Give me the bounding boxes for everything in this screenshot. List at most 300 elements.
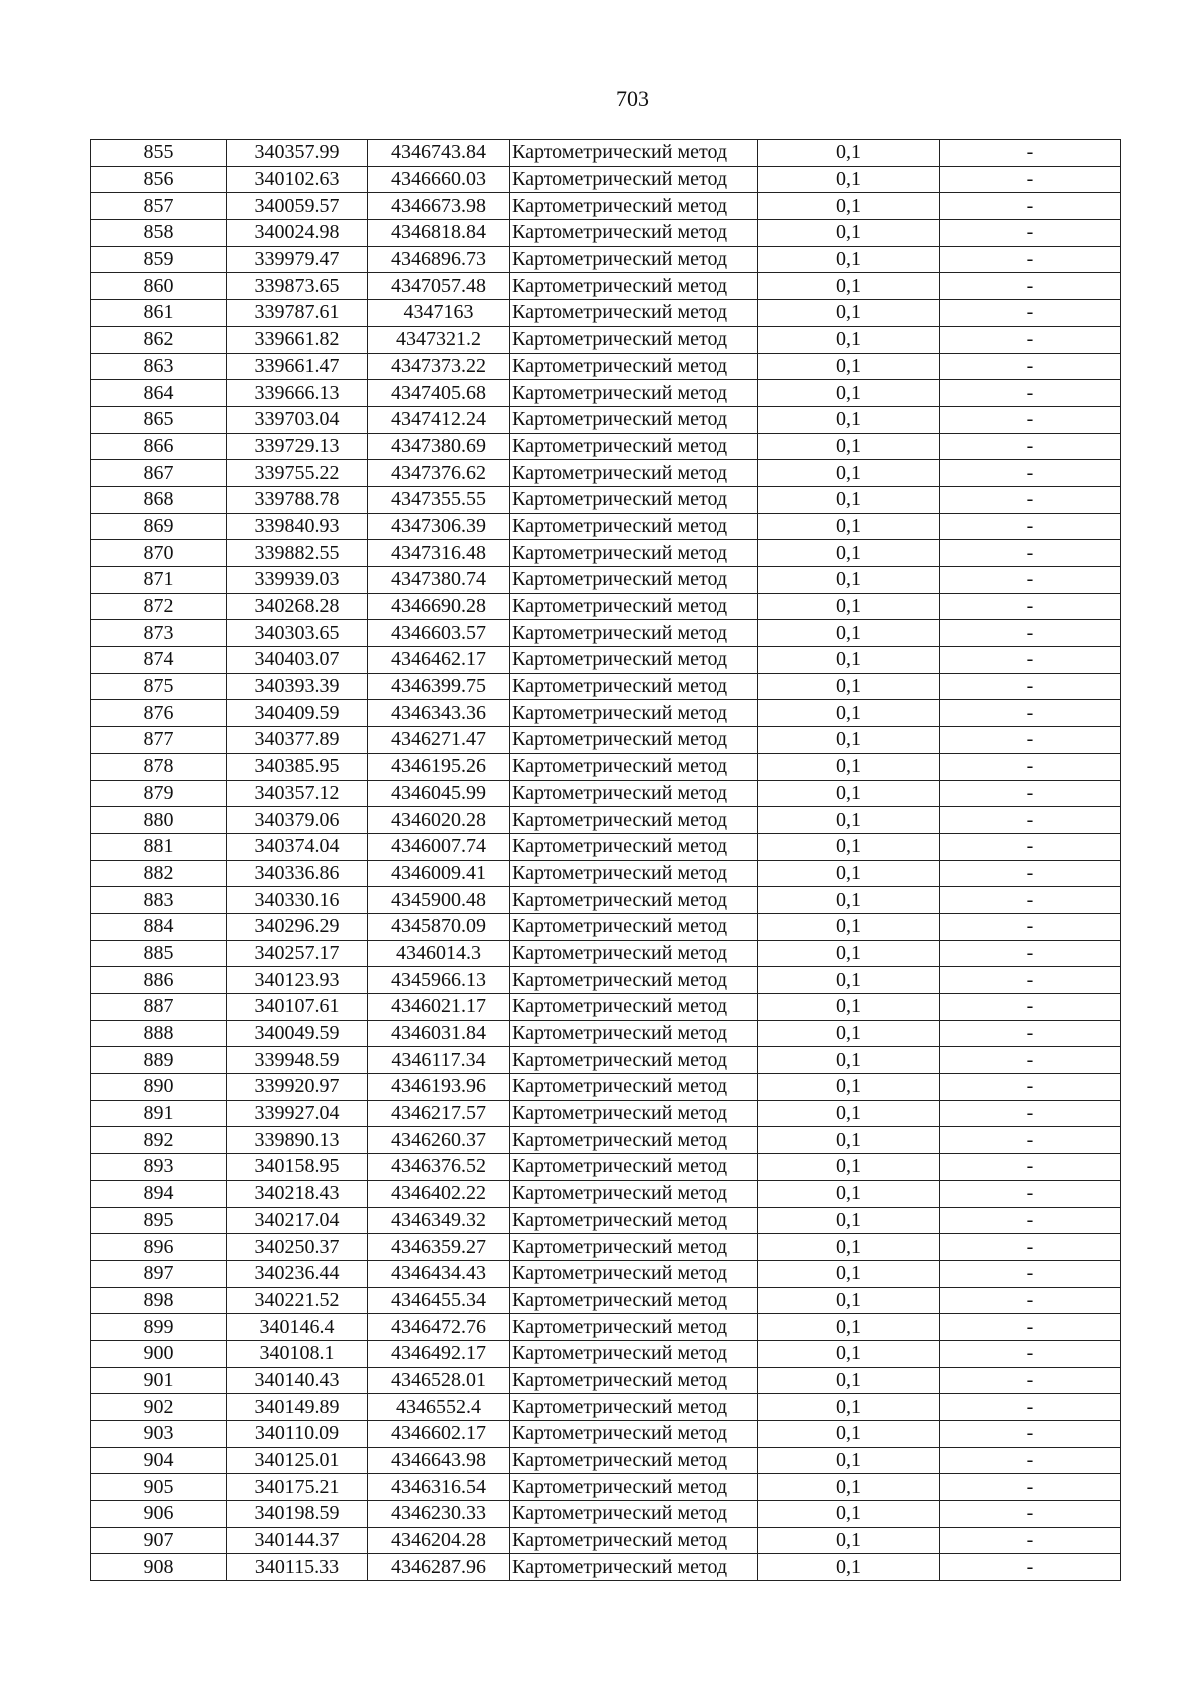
point-number-cell: 879 [91,780,227,807]
method-cell: Картометрический метод [510,780,758,807]
x-coordinate-cell: 339920.97 [227,1074,368,1101]
y-coordinate-cell: 4345870.09 [368,913,510,940]
precision-cell: 0,1 [758,1127,940,1154]
x-coordinate-cell: 339661.82 [227,326,368,353]
table-row [91,700,1121,727]
x-coordinate-cell: 340123.93 [227,967,368,994]
table-row [91,807,1121,834]
note-cell: - [940,753,1121,780]
note-cell: - [940,860,1121,887]
y-coordinate-cell: 4346117.34 [368,1047,510,1074]
x-coordinate-cell: 339666.13 [227,380,368,407]
method-cell: Картометрический метод [510,1234,758,1261]
table-row [91,433,1121,460]
y-coordinate-cell: 4347405.68 [368,380,510,407]
point-number-cell: 875 [91,673,227,700]
y-coordinate-cell: 4346434.43 [368,1260,510,1287]
x-coordinate-cell: 340110.09 [227,1421,368,1448]
point-number-cell: 856 [91,166,227,193]
x-coordinate-cell: 340107.61 [227,994,368,1021]
method-cell: Картометрический метод [510,486,758,513]
y-coordinate-cell: 4346349.32 [368,1207,510,1234]
precision-cell: 0,1 [758,567,940,594]
point-number-cell: 881 [91,833,227,860]
note-cell: - [940,1314,1121,1341]
table-row [91,1180,1121,1207]
x-coordinate-cell: 340024.98 [227,220,368,247]
x-coordinate-cell: 340357.12 [227,780,368,807]
x-coordinate-cell: 339927.04 [227,1100,368,1127]
x-coordinate-cell: 340198.59 [227,1501,368,1528]
method-cell: Картометрический метод [510,1447,758,1474]
y-coordinate-cell: 4346492.17 [368,1340,510,1367]
method-cell: Картометрический метод [510,220,758,247]
y-coordinate-cell: 4346045.99 [368,780,510,807]
y-coordinate-cell: 4346552.4 [368,1394,510,1421]
precision-cell: 0,1 [758,673,940,700]
table-row [91,1340,1121,1367]
point-number-cell: 858 [91,220,227,247]
precision-cell: 0,1 [758,1501,940,1528]
x-coordinate-cell: 340059.57 [227,193,368,220]
method-cell: Картометрический метод [510,567,758,594]
y-coordinate-cell: 4346316.54 [368,1474,510,1501]
table-row [91,673,1121,700]
note-cell: - [940,567,1121,594]
method-cell: Картометрический метод [510,887,758,914]
point-number-cell: 867 [91,460,227,487]
table-row [91,753,1121,780]
point-number-cell: 907 [91,1527,227,1554]
precision-cell: 0,1 [758,994,940,1021]
precision-cell: 0,1 [758,220,940,247]
method-cell: Картометрический метод [510,300,758,327]
table-row [91,940,1121,967]
table-row [91,647,1121,674]
point-number-cell: 901 [91,1367,227,1394]
method-cell: Картометрический метод [510,193,758,220]
precision-cell: 0,1 [758,727,940,754]
note-cell: - [940,326,1121,353]
point-number-cell: 868 [91,486,227,513]
note-cell: - [940,1447,1121,1474]
table-row [91,1287,1121,1314]
precision-cell: 0,1 [758,913,940,940]
x-coordinate-cell: 340409.59 [227,700,368,727]
method-cell: Картометрический метод [510,1474,758,1501]
note-cell: - [940,513,1121,540]
method-cell: Картометрический метод [510,1501,758,1528]
precision-cell: 0,1 [758,246,940,273]
table-row [91,193,1121,220]
y-coordinate-cell: 4346462.17 [368,647,510,674]
point-number-cell: 880 [91,807,227,834]
y-coordinate-cell: 4346399.75 [368,673,510,700]
table-row [91,1154,1121,1181]
table-row [91,140,1121,167]
y-coordinate-cell: 4346204.28 [368,1527,510,1554]
point-number-cell: 864 [91,380,227,407]
x-coordinate-cell: 340357.99 [227,140,368,167]
note-cell: - [940,1421,1121,1448]
x-coordinate-cell: 339703.04 [227,406,368,433]
note-cell: - [940,273,1121,300]
table-row [91,1100,1121,1127]
x-coordinate-cell: 340221.52 [227,1287,368,1314]
x-coordinate-cell: 340303.65 [227,620,368,647]
point-number-cell: 859 [91,246,227,273]
x-coordinate-cell: 340218.43 [227,1180,368,1207]
x-coordinate-cell: 340250.37 [227,1234,368,1261]
table-row [91,513,1121,540]
table-row [91,1127,1121,1154]
x-coordinate-cell: 340385.95 [227,753,368,780]
point-number-cell: 888 [91,1020,227,1047]
table-row [91,1554,1121,1581]
y-coordinate-cell: 4346193.96 [368,1074,510,1101]
coordinates-table-body [91,140,1121,1581]
precision-cell: 0,1 [758,620,940,647]
x-coordinate-cell: 340149.89 [227,1394,368,1421]
method-cell: Картометрический метод [510,753,758,780]
table-row [91,727,1121,754]
x-coordinate-cell: 340330.16 [227,887,368,914]
method-cell: Картометрический метод [510,1394,758,1421]
table-row [91,1394,1121,1421]
precision-cell: 0,1 [758,1234,940,1261]
note-cell: - [940,913,1121,940]
y-coordinate-cell: 4346217.57 [368,1100,510,1127]
note-cell: - [940,940,1121,967]
note-cell: - [940,1154,1121,1181]
y-coordinate-cell: 4347373.22 [368,353,510,380]
point-number-cell: 862 [91,326,227,353]
method-cell: Картометрический метод [510,1340,758,1367]
coordinates-table [90,139,1121,1581]
note-cell: - [940,486,1121,513]
precision-cell: 0,1 [758,326,940,353]
point-number-cell: 897 [91,1260,227,1287]
note-cell: - [940,140,1121,167]
precision-cell: 0,1 [758,1260,940,1287]
point-number-cell: 908 [91,1554,227,1581]
point-number-cell: 865 [91,406,227,433]
y-coordinate-cell: 4346660.03 [368,166,510,193]
method-cell: Картометрический метод [510,860,758,887]
x-coordinate-cell: 340144.37 [227,1527,368,1554]
precision-cell: 0,1 [758,1394,940,1421]
note-cell: - [940,647,1121,674]
point-number-cell: 896 [91,1234,227,1261]
table-row [91,1421,1121,1448]
y-coordinate-cell: 4347380.69 [368,433,510,460]
method-cell: Картометрический метод [510,940,758,967]
point-number-cell: 906 [91,1501,227,1528]
point-number-cell: 902 [91,1394,227,1421]
method-cell: Картометрический метод [510,727,758,754]
point-number-cell: 873 [91,620,227,647]
table-row [91,273,1121,300]
note-cell: - [940,380,1121,407]
note-cell: - [940,780,1121,807]
table-row [91,1501,1121,1528]
y-coordinate-cell: 4346818.84 [368,220,510,247]
precision-cell: 0,1 [758,1180,940,1207]
method-cell: Картометрический метод [510,1260,758,1287]
method-cell: Картометрический метод [510,140,758,167]
y-coordinate-cell: 4346007.74 [368,833,510,860]
table-row [91,540,1121,567]
y-coordinate-cell: 4346020.28 [368,807,510,834]
note-cell: - [940,994,1121,1021]
table-row [91,887,1121,914]
y-coordinate-cell: 4347380.74 [368,567,510,594]
y-coordinate-cell: 4346021.17 [368,994,510,1021]
point-number-cell: 855 [91,140,227,167]
table-row [91,1447,1121,1474]
point-number-cell: 903 [91,1421,227,1448]
precision-cell: 0,1 [758,1340,940,1367]
note-cell: - [940,673,1121,700]
table-row [91,246,1121,273]
x-coordinate-cell: 339788.78 [227,486,368,513]
precision-cell: 0,1 [758,1527,940,1554]
point-number-cell: 898 [91,1287,227,1314]
table-row [91,300,1121,327]
note-cell: - [940,300,1121,327]
point-number-cell: 887 [91,994,227,1021]
method-cell: Картометрический метод [510,326,758,353]
point-number-cell: 885 [91,940,227,967]
table-row [91,833,1121,860]
note-cell: - [940,1340,1121,1367]
table-row [91,1020,1121,1047]
y-coordinate-cell: 4347355.55 [368,486,510,513]
table-row [91,913,1121,940]
y-coordinate-cell: 4346376.52 [368,1154,510,1181]
table-row [91,166,1121,193]
point-number-cell: 890 [91,1074,227,1101]
precision-cell: 0,1 [758,1100,940,1127]
table-row [91,406,1121,433]
x-coordinate-cell: 340158.95 [227,1154,368,1181]
method-cell: Картометрический метод [510,1047,758,1074]
method-cell: Картометрический метод [510,700,758,727]
x-coordinate-cell: 340108.1 [227,1340,368,1367]
table-row [91,1234,1121,1261]
precision-cell: 0,1 [758,1447,940,1474]
point-number-cell: 876 [91,700,227,727]
point-number-cell: 860 [91,273,227,300]
x-coordinate-cell: 340296.29 [227,913,368,940]
precision-cell: 0,1 [758,807,940,834]
y-coordinate-cell: 4346643.98 [368,1447,510,1474]
y-coordinate-cell: 4347163 [368,300,510,327]
method-cell: Картометрический метод [510,380,758,407]
precision-cell: 0,1 [758,1207,940,1234]
precision-cell: 0,1 [758,380,940,407]
method-cell: Картометрический метод [510,967,758,994]
y-coordinate-cell: 4346455.34 [368,1287,510,1314]
note-cell: - [940,1501,1121,1528]
table-row [91,620,1121,647]
y-coordinate-cell: 4346031.84 [368,1020,510,1047]
precision-cell: 0,1 [758,753,940,780]
y-coordinate-cell: 4347306.39 [368,513,510,540]
method-cell: Картометрический метод [510,1154,758,1181]
point-number-cell: 877 [91,727,227,754]
note-cell: - [940,1367,1121,1394]
table-row [91,220,1121,247]
x-coordinate-cell: 339755.22 [227,460,368,487]
precision-cell: 0,1 [758,353,940,380]
table-row [91,593,1121,620]
precision-cell: 0,1 [758,166,940,193]
note-cell: - [940,166,1121,193]
x-coordinate-cell: 340257.17 [227,940,368,967]
point-number-cell: 872 [91,593,227,620]
y-coordinate-cell: 4346690.28 [368,593,510,620]
y-coordinate-cell: 4347376.62 [368,460,510,487]
table-row [91,1074,1121,1101]
method-cell: Картометрический метод [510,620,758,647]
method-cell: Картометрический метод [510,833,758,860]
x-coordinate-cell: 340217.04 [227,1207,368,1234]
table-row [91,353,1121,380]
note-cell: - [940,193,1121,220]
x-coordinate-cell: 340374.04 [227,833,368,860]
precision-cell: 0,1 [758,1287,940,1314]
precision-cell: 0,1 [758,300,940,327]
point-number-cell: 889 [91,1047,227,1074]
precision-cell: 0,1 [758,193,940,220]
precision-cell: 0,1 [758,273,940,300]
x-coordinate-cell: 339979.47 [227,246,368,273]
y-coordinate-cell: 4346673.98 [368,193,510,220]
y-coordinate-cell: 4346009.41 [368,860,510,887]
precision-cell: 0,1 [758,700,940,727]
table-row [91,1047,1121,1074]
note-cell: - [940,1554,1121,1581]
y-coordinate-cell: 4346014.3 [368,940,510,967]
precision-cell: 0,1 [758,486,940,513]
x-coordinate-cell: 339729.13 [227,433,368,460]
method-cell: Картометрический метод [510,540,758,567]
note-cell: - [940,1394,1121,1421]
y-coordinate-cell: 4347412.24 [368,406,510,433]
point-number-cell: 878 [91,753,227,780]
method-cell: Картометрический метод [510,994,758,1021]
note-cell: - [940,246,1121,273]
point-number-cell: 904 [91,1447,227,1474]
note-cell: - [940,220,1121,247]
note-cell: - [940,727,1121,754]
precision-cell: 0,1 [758,967,940,994]
method-cell: Картометрический метод [510,1367,758,1394]
note-cell: - [940,540,1121,567]
method-cell: Картометрический метод [510,246,758,273]
precision-cell: 0,1 [758,1421,940,1448]
note-cell: - [940,967,1121,994]
precision-cell: 0,1 [758,1074,940,1101]
point-number-cell: 886 [91,967,227,994]
precision-cell: 0,1 [758,833,940,860]
note-cell: - [940,1127,1121,1154]
y-coordinate-cell: 4345900.48 [368,887,510,914]
method-cell: Картометрический метод [510,1074,758,1101]
table-row [91,486,1121,513]
note-cell: - [940,1527,1121,1554]
table-row [91,326,1121,353]
precision-cell: 0,1 [758,940,940,967]
y-coordinate-cell: 4346896.73 [368,246,510,273]
point-number-cell: 857 [91,193,227,220]
method-cell: Картометрический метод [510,353,758,380]
x-coordinate-cell: 340115.33 [227,1554,368,1581]
method-cell: Картометрический метод [510,1020,758,1047]
method-cell: Картометрический метод [510,647,758,674]
point-number-cell: 871 [91,567,227,594]
y-coordinate-cell: 4347316.48 [368,540,510,567]
table-row [91,860,1121,887]
y-coordinate-cell: 4346603.57 [368,620,510,647]
x-coordinate-cell: 340125.01 [227,1447,368,1474]
table-row [91,967,1121,994]
x-coordinate-cell: 340049.59 [227,1020,368,1047]
table-row [91,1207,1121,1234]
y-coordinate-cell: 4346472.76 [368,1314,510,1341]
point-number-cell: 892 [91,1127,227,1154]
x-coordinate-cell: 340175.21 [227,1474,368,1501]
precision-cell: 0,1 [758,513,940,540]
x-coordinate-cell: 339873.65 [227,273,368,300]
method-cell: Картометрический метод [510,433,758,460]
x-coordinate-cell: 339882.55 [227,540,368,567]
y-coordinate-cell: 4346743.84 [368,140,510,167]
point-number-cell: 894 [91,1180,227,1207]
method-cell: Картометрический метод [510,460,758,487]
note-cell: - [940,1074,1121,1101]
point-number-cell: 900 [91,1340,227,1367]
y-coordinate-cell: 4346195.26 [368,753,510,780]
x-coordinate-cell: 340403.07 [227,647,368,674]
point-number-cell: 893 [91,1154,227,1181]
point-number-cell: 870 [91,540,227,567]
method-cell: Картометрический метод [510,1554,758,1581]
precision-cell: 0,1 [758,780,940,807]
note-cell: - [940,433,1121,460]
y-coordinate-cell: 4346602.17 [368,1421,510,1448]
table-row [91,567,1121,594]
precision-cell: 0,1 [758,860,940,887]
point-number-cell: 874 [91,647,227,674]
table-row [91,1527,1121,1554]
y-coordinate-cell: 4346260.37 [368,1127,510,1154]
method-cell: Картометрический метод [510,1100,758,1127]
precision-cell: 0,1 [758,406,940,433]
point-number-cell: 866 [91,433,227,460]
x-coordinate-cell: 339948.59 [227,1047,368,1074]
table-row [91,460,1121,487]
x-coordinate-cell: 340393.39 [227,673,368,700]
point-number-cell: 882 [91,860,227,887]
precision-cell: 0,1 [758,1047,940,1074]
precision-cell: 0,1 [758,1367,940,1394]
note-cell: - [940,1474,1121,1501]
precision-cell: 0,1 [758,1154,940,1181]
note-cell: - [940,353,1121,380]
note-cell: - [940,887,1121,914]
